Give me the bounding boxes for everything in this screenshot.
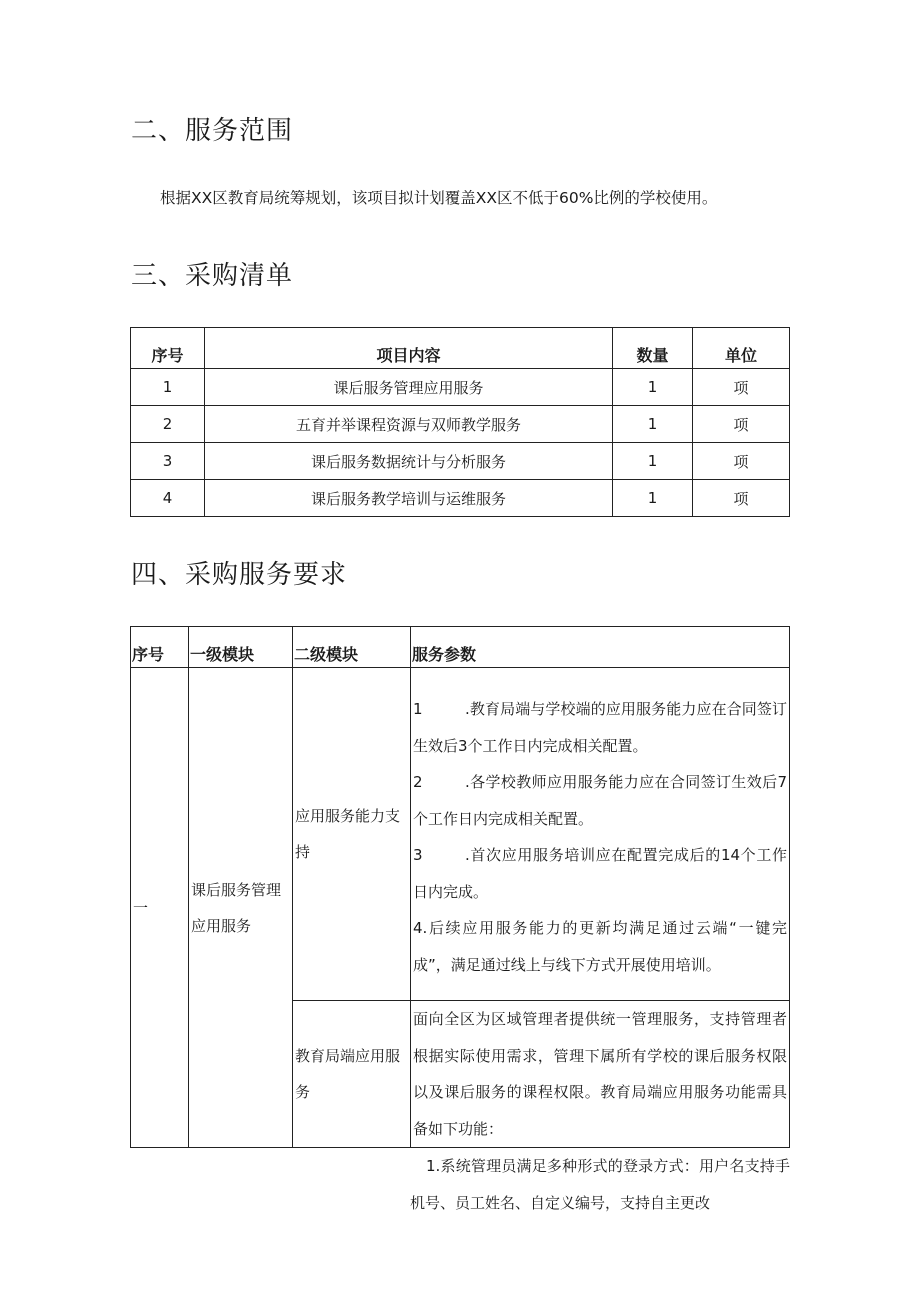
header-seq: 序号: [131, 328, 205, 369]
cell-level2: 教育局端应用服务: [293, 1001, 411, 1148]
section4-heading: 四、采购服务要求: [131, 560, 348, 590]
cell-qty: 1: [613, 369, 693, 406]
cell-seq: 3: [131, 443, 205, 480]
cell-seq: 1: [131, 369, 205, 406]
table-row: [131, 406, 790, 443]
header-content: 项目内容: [205, 328, 613, 369]
cell-seq: 2: [131, 406, 205, 443]
section3-heading: 三、采购清单: [131, 261, 294, 291]
cell-content: 课后服务管理应用服务: [205, 369, 613, 406]
cell-params: [411, 668, 790, 1001]
param-item: 2 .各学校教师应用服务能力应在合同签订生效后7个工作日内完成相关配置。: [413, 773, 787, 828]
cell-seq: 一: [131, 668, 189, 1148]
cell-content: 课后服务数据统计与分析服务: [205, 443, 613, 480]
header-seq: 序号: [131, 627, 189, 668]
header-params: 服务参数: [411, 627, 790, 668]
header-level1: 一级模块: [189, 627, 293, 668]
table-row: [131, 668, 790, 1001]
table-row: [131, 480, 790, 517]
cell-unit: 项: [693, 406, 790, 443]
cell-level2: 应用服务能力支持: [293, 668, 411, 1001]
cell-unit: 项: [693, 443, 790, 480]
table-row: [131, 369, 790, 406]
procurement-list-table: [130, 327, 790, 517]
section2-heading: 二、服务范围: [131, 116, 294, 146]
param-item: 1 .教育局端与学校端的应用服务能力应在合同签订生效后3个工作日内完成相关配置。: [413, 700, 787, 755]
header-level2: 二级模块: [293, 627, 411, 668]
continuation-text: 1.系统管理员满足多种形式的登录方式：用户名支持手机号、员工姓名、自定义编号，支持自主更改: [410, 1157, 790, 1212]
param-item: 4.后续应用服务能力的更新均满足通过云端“一键完成”，满足通过线上与线下方式开展使用培训。: [413, 919, 787, 974]
table-header-row: [131, 328, 790, 369]
cell-content: 课后服务教学培训与运维服务: [205, 480, 613, 517]
cell-content: 五育并举课程资源与双师教学服务: [205, 406, 613, 443]
cell-unit: 项: [693, 480, 790, 517]
param-item: 3 .首次应用服务培训应在配置完成后的14个工作日内完成。: [413, 846, 787, 901]
service-requirements-table: [130, 626, 790, 1148]
cell-seq: 4: [131, 480, 205, 517]
cell-level1: 课后服务管理应用服务: [189, 668, 293, 1148]
table-row: [131, 443, 790, 480]
header-unit: 单位: [693, 328, 790, 369]
section2-text: 根据XX区教育局统筹规划，该项目拟计划覆盖XX区不低于60%比例的学校使用。: [160, 189, 718, 207]
cell-qty: 1: [613, 480, 693, 517]
cell-qty: 1: [613, 406, 693, 443]
cell-qty: 1: [613, 443, 693, 480]
cell-unit: 项: [693, 369, 790, 406]
header-qty: 数量: [613, 328, 693, 369]
table-header-row: [131, 627, 790, 668]
cell-params: 面向全区为区域管理者提供统一管理服务，支持管理者根据实际使用需求，管理下属所有学校的课后服务权限以及课后服务的课程权限。教育局端应用服务功能需具备如下功能：: [411, 1001, 790, 1148]
